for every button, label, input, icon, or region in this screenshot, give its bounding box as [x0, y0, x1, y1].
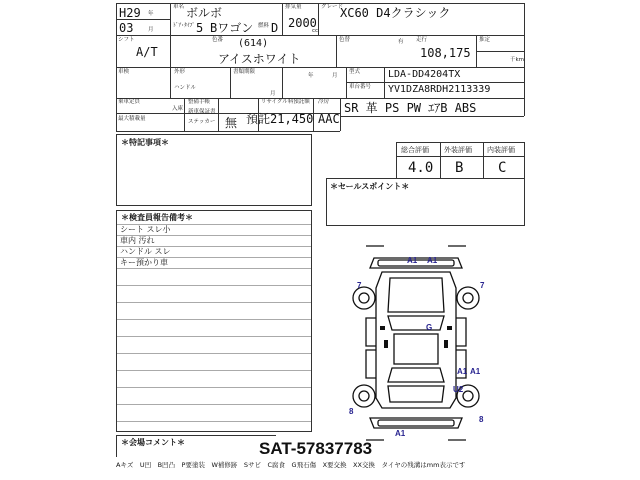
interior-score: C: [498, 160, 507, 176]
rule: [117, 336, 311, 337]
rule: [117, 370, 311, 371]
equipment-value: SR 革 PS PW ｴｱB ABS: [344, 101, 477, 115]
exterior-score-label: 外装評価: [444, 146, 472, 154]
paint-label: 色替: [339, 37, 351, 43]
exterior-score: B: [455, 160, 464, 176]
rule: [117, 421, 311, 422]
month-value: 03: [119, 21, 134, 35]
mileage-unit: 千km: [510, 57, 525, 63]
score-divider: [440, 143, 441, 178]
rule: [117, 268, 311, 269]
damage-legend: Aキズ U凹 B凹凸 P要塗装 W補修跡 Sサビ C腐食 G飛石傷 X要交換 XX交換 タイヤの残溝はmm表示です: [116, 461, 466, 469]
mileage-value: 108,175: [420, 46, 471, 60]
estimate-label: 推定: [479, 37, 491, 43]
venue-comment-title: ＊会場コメント＊: [121, 438, 185, 447]
score-divider: [397, 156, 524, 157]
inspector-box: [116, 210, 312, 432]
grid-line: [116, 3, 117, 131]
mark-front-a1-right: A1: [427, 256, 438, 265]
row3-label-a: 車検: [118, 69, 130, 75]
fuel-value: D: [271, 21, 279, 35]
rule: [117, 285, 311, 286]
year-value: H29: [119, 6, 141, 20]
overall-score: 4.0: [408, 160, 434, 176]
grid-line: [282, 67, 283, 98]
displacement-label: 排気量: [285, 4, 302, 10]
sticker-value: 無: [225, 116, 238, 130]
year-unit: 年: [148, 11, 154, 17]
grid-line: [476, 51, 524, 52]
rule: [117, 404, 311, 405]
cc-unit: cc: [312, 28, 319, 34]
vin-value: YV1DZA8RDH2113339: [388, 84, 491, 95]
grid-line: [336, 35, 337, 67]
grid-line: [318, 3, 319, 35]
grid-line: [218, 98, 219, 131]
venue-comment-box: [116, 435, 276, 457]
stock-number: SAT-57837783: [259, 439, 373, 458]
grade-label: グレード: [321, 4, 344, 10]
month-sym-2: 月: [270, 91, 276, 97]
score-divider: [483, 143, 484, 178]
body-label: ﾄﾞｱ･ﾀｲﾌﾟ: [173, 23, 196, 29]
mark-front-right-tire: 7: [480, 281, 485, 290]
grid-line: [340, 98, 341, 131]
inspector-title: ＊検査員報告備考＊: [121, 213, 193, 222]
inspector-note: ハンドル スレ: [120, 247, 171, 256]
capacity-label: 乗車定員: [118, 99, 141, 105]
fuel-label: 燃料: [258, 23, 270, 29]
grid-line: [116, 67, 524, 68]
import-label: 入庫: [172, 106, 184, 112]
year-sym: 年: [308, 73, 314, 79]
shift-label: シフト: [118, 37, 135, 43]
grid-line: [346, 82, 524, 83]
mark-roof: G: [426, 323, 433, 332]
grid-line: [170, 3, 171, 99]
sales-point-box: [326, 178, 525, 226]
month-sym: 月: [332, 73, 338, 79]
inspector-note: キー預かり車: [120, 258, 168, 267]
recycle-value: 預託21,450: [246, 112, 314, 126]
sticker-label: ステッカー: [188, 119, 216, 125]
paint-value: 有: [398, 39, 404, 45]
mark-right-a1: A1: [457, 367, 468, 376]
special-notes-title: ＊特記事項＊: [121, 138, 169, 147]
mileage-label: 走行: [416, 37, 428, 43]
maker-label: 車名: [173, 4, 185, 10]
sales-point-title: ＊セールスポイント＊: [330, 182, 410, 191]
model-label: 型式: [349, 69, 361, 75]
grid-line: [184, 98, 185, 131]
special-notes-box: [116, 134, 312, 206]
row3-label-b: 外形: [174, 69, 186, 75]
rule: [117, 302, 311, 303]
color-code: (614): [238, 38, 269, 49]
rule: [117, 387, 311, 388]
grid-line: [116, 35, 524, 36]
doors-value: 5: [196, 21, 204, 35]
car-damage-diagram: [336, 238, 496, 443]
displacement-value: 2000: [288, 16, 317, 30]
grid-line: [230, 67, 231, 98]
vin-label: 車台番号: [349, 84, 372, 90]
inspector-note: シート スレ小: [120, 225, 171, 234]
grid-line: [340, 116, 524, 117]
tire-front-left: [353, 287, 375, 309]
model-value: LDA-DD4204TX: [388, 69, 461, 80]
grid-line: [282, 3, 283, 35]
mark-front-left-tire: 7: [357, 281, 362, 290]
aircon-value: AAC: [318, 112, 340, 126]
mark-right-u2: U2: [453, 385, 464, 394]
grid-line: [116, 131, 340, 132]
transmission-value: A/T: [136, 45, 158, 59]
score-box: [396, 142, 525, 179]
warranty-label: 新車保証書: [188, 109, 216, 115]
tire-rear-left: [353, 385, 375, 407]
color-label: 色番: [212, 37, 224, 43]
mark-rear-a1: A1: [395, 429, 406, 438]
mark-front-a1-left: A1: [407, 256, 418, 265]
interior-score-label: 内装評価: [487, 146, 515, 154]
month-unit: 月: [148, 27, 154, 33]
rule: [117, 319, 311, 320]
recycle-label: リサイクル料預託額: [261, 99, 310, 105]
color-name: アイスホワイト: [218, 52, 301, 66]
maker-value: ボルボ: [186, 6, 223, 20]
overall-score-label: 総合評価: [401, 146, 429, 154]
body-type-value: Bワゴン: [210, 21, 254, 35]
grid-line: [524, 3, 525, 116]
grade-value: XC60 D4クラシック: [340, 6, 451, 20]
inspector-note: 車内 汚れ: [120, 236, 155, 245]
mark-right-a1-b: A1: [470, 367, 481, 376]
load-label: 最大積載量: [118, 116, 146, 122]
handle-label: ハンドル: [174, 85, 197, 91]
row3-label-c: 書類期限: [233, 69, 256, 75]
aircon-label: 冷房: [318, 99, 330, 105]
maint-label: 整備手帳: [188, 99, 211, 105]
mark-rear-right-tire: 8: [479, 415, 484, 424]
rule: [117, 353, 311, 354]
mark-rear-left-tire: 8: [349, 407, 354, 416]
tire-front-right: [457, 287, 479, 309]
